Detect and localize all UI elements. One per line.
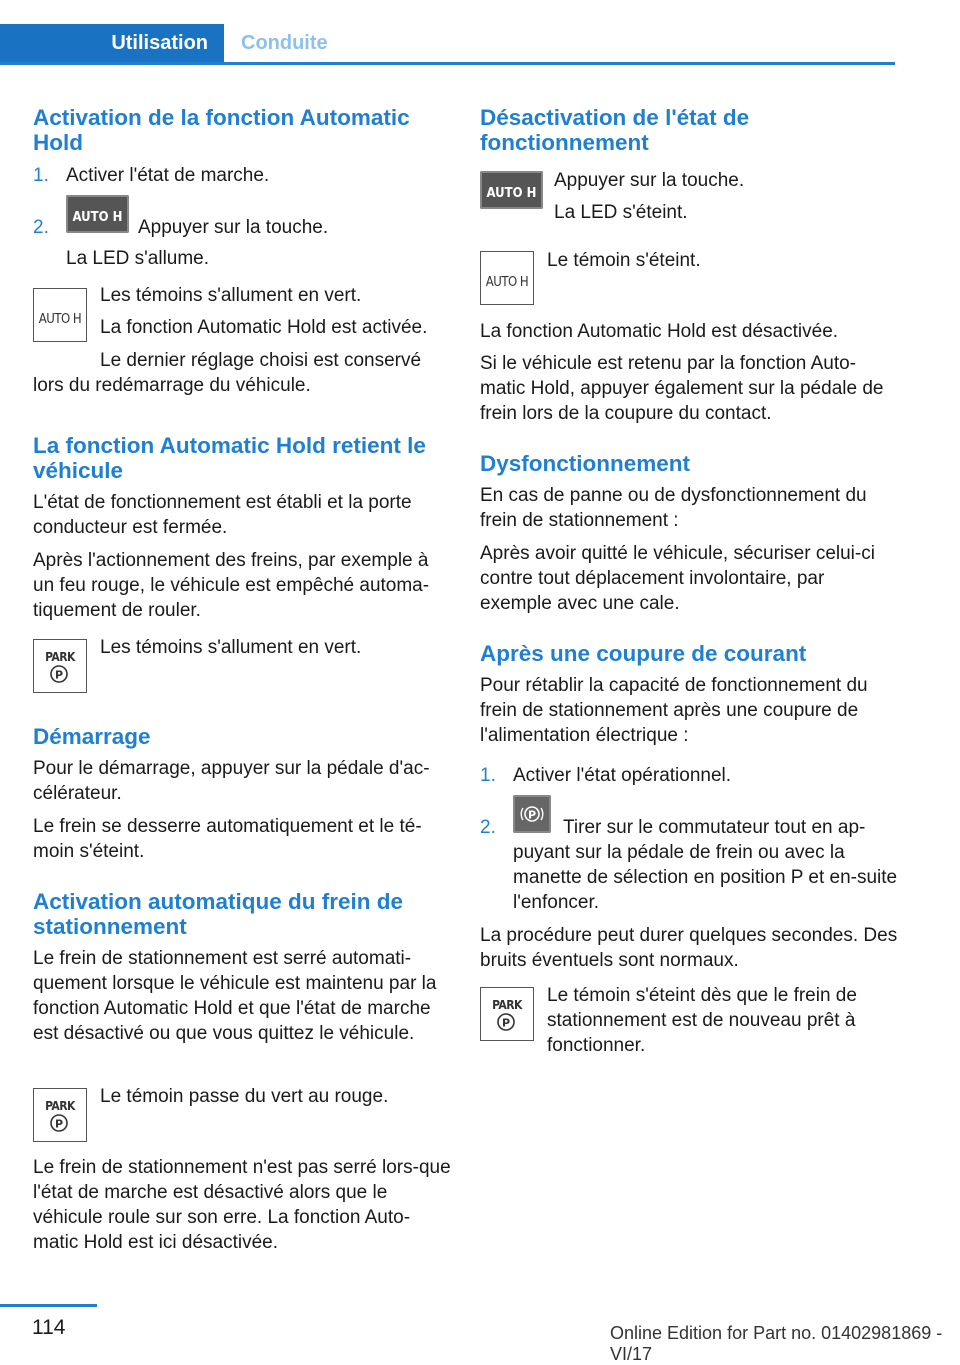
step-number: 1. (33, 165, 49, 186)
svg-text:P: P (54, 1117, 64, 1131)
heading-activation-auto: Activation automatique du frein de stationnement (33, 889, 404, 939)
paragraph: Le frein se desserre automatiquement et le té‐moin s'éteint. (33, 816, 422, 862)
svg-text:P: P (501, 1016, 511, 1030)
heading-dysfonctionnement: Dysfonctionnement (480, 451, 691, 476)
heading-desactivation: Désactivation de l'état de fonctionnement (480, 105, 750, 155)
footer-rule (0, 1304, 97, 1307)
paragraph: Après avoir quitté le véhicule, sécuriser celui-ci contre tout déplacement involontaire, par exemple avec une cale. (480, 543, 875, 614)
paragraph: Le témoin passe du vert au rouge. (100, 1086, 389, 1107)
paragraph: Le témoin s'éteint dès que le frein de stationnement est de nouveau prêt à fonctionner. (547, 985, 857, 1056)
heading-demarrage: Démarrage (33, 724, 151, 749)
step-number: 1. (480, 765, 496, 786)
page-number: 114 (32, 1316, 66, 1339)
step-text: Activer l'état opérationnel. (513, 765, 732, 786)
parking-brake-switch-icon (513, 795, 551, 833)
step-text: puyant sur la pédale de frein ou avec la manette de sélection en position P et en‐suite l'enfoncer. (513, 842, 898, 913)
paragraph: Le frein de stationnement est serré automati‐quement lorsque le véhicule est maintenu par la fonction Automatic Hold et que l'état de marche est désactivé ou que vous quittez le véhicule. (33, 948, 437, 1044)
paragraph: La LED s'allume. (66, 248, 210, 269)
paragraph: Appuyer sur la touche. (554, 170, 745, 191)
step-number: 2. (33, 217, 49, 238)
tab-bar (0, 24, 895, 65)
auto-h-button-icon: AUTO H (480, 171, 543, 209)
paragraph: Les témoins s'allument en vert. (100, 285, 362, 306)
park-indicator-icon: PARK P (33, 1088, 87, 1142)
heading-activation: Activation de la fonction Automatic Hold (33, 105, 410, 155)
paragraph: Les témoins s'allument en vert. (100, 637, 362, 658)
edition-footer: Online Edition for Part no. 01402981869 - VI/17 (610, 1323, 943, 1364)
paragraph: Après l'actionnement des freins, par exemple à un feu rouge, le véhicule est empêché automa‐tiquement de rouler. (33, 550, 430, 621)
park-indicator-icon: PARK P (33, 639, 87, 693)
paragraph: La fonction Automatic Hold est activée. (100, 317, 428, 338)
svg-text:P: P (527, 808, 537, 822)
heading-retient: La fonction Automatic Hold retient le véhicule (33, 433, 426, 483)
paragraph: Le témoin s'éteint. (547, 250, 701, 271)
step-number: 2. (480, 817, 496, 838)
auto-h-indicator-icon: AUTO H (480, 251, 534, 305)
step-text: Tirer sur le commutateur tout en ap‐ (563, 817, 866, 838)
paragraph: Si le véhicule est retenu par la fonction Auto‐matic Hold, appuyer également sur la pédale de frein lors de la coupure du contact. (480, 353, 884, 424)
paragraph: Le frein de stationnement n'est pas serré lors‐que l'état de marche est désactivé alors que le véhicule roule sur son erre. La fonction Auto‐matic Hold est ici désactivée. (33, 1157, 451, 1253)
park-indicator-icon: PARK P (480, 987, 534, 1041)
paragraph: La LED s'éteint. (554, 202, 688, 223)
paragraph: En cas de panne ou de dysfonctionnement du frein de stationnement : (480, 485, 867, 531)
heading-coupure-courant: Après une coupure de courant (480, 641, 807, 666)
paragraph: Le dernier réglage choisi est conservé (100, 350, 422, 371)
paragraph: lors du redémarrage du véhicule. (33, 375, 311, 396)
paragraph: Pour le démarrage, appuyer sur la pédale d'ac‐célérateur. (33, 758, 430, 804)
svg-text:P: P (54, 668, 64, 682)
paragraph: La procédure peut durer quelques secondes. Des bruits éventuels sont normaux. (480, 925, 898, 971)
paragraph: La fonction Automatic Hold est désactivée. (480, 321, 839, 342)
step-text: Appuyer sur la touche. (138, 217, 329, 238)
tab-utilisation[interactable]: Utilisation (0, 24, 224, 62)
tab-conduite[interactable]: Conduite (241, 31, 328, 54)
step-text: Activer l'état de marche. (66, 165, 270, 186)
auto-h-indicator-icon: AUTO H (33, 288, 87, 342)
auto-h-button-icon: AUTO H (66, 195, 129, 233)
paragraph: L'état de fonctionnement est établi et la porte conducteur est fermée. (33, 492, 412, 538)
paragraph: Pour rétablir la capacité de fonctionnement du frein de stationnement après une coupure de l'alimentation électrique : (480, 675, 868, 746)
